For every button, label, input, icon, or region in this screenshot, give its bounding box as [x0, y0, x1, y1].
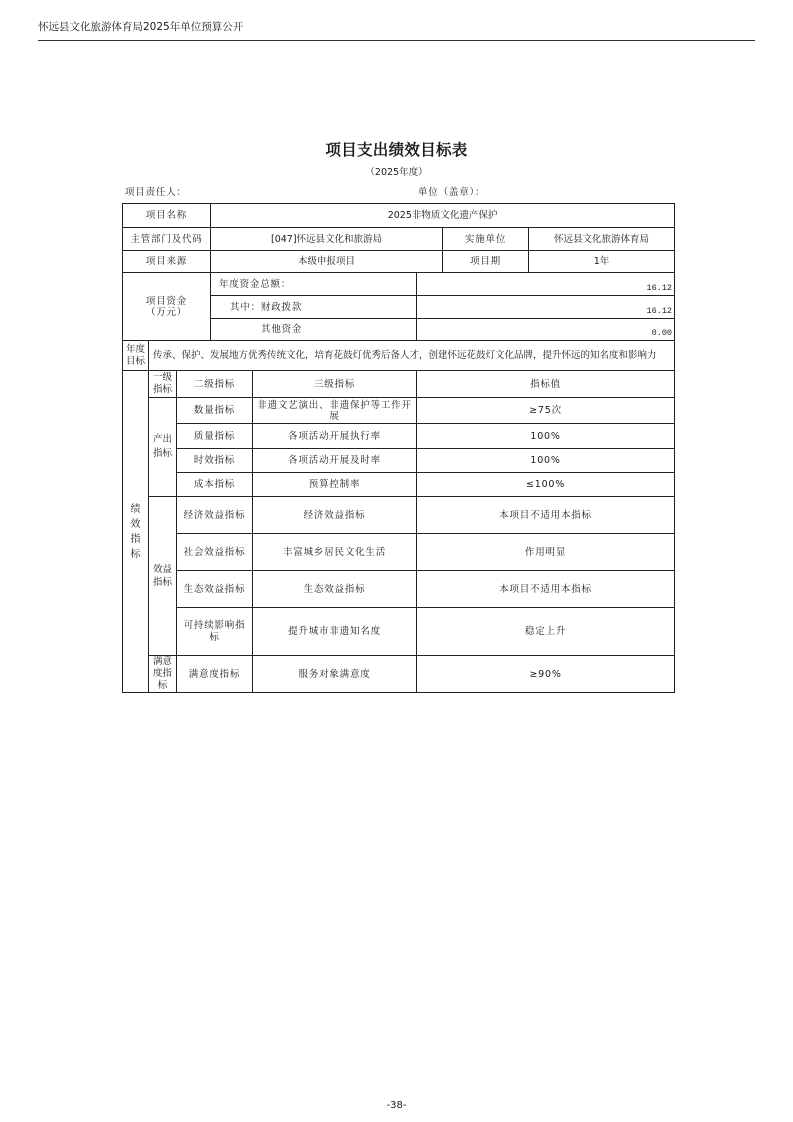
table-row — [123, 534, 675, 571]
project-period-value: 1年 — [529, 251, 675, 273]
implementing-unit-value: 怀远县文化旅游体育局 — [529, 228, 675, 251]
level2-cell-text: 可持续影响指标 — [183, 619, 246, 643]
page-header-title: 怀远县文化旅游体育局2025年单位预算公开 — [38, 21, 244, 33]
project-name-value: 2025非物质文化遗产保护 — [211, 204, 675, 228]
level1-header-text: 一级指标 — [152, 372, 172, 395]
level1-header — [149, 371, 177, 398]
level2-cell: 时效指标 — [177, 449, 253, 473]
indicator-value-cell: 稳定上升 — [417, 608, 675, 656]
table-row — [123, 424, 675, 449]
funds-total-label: 年度资金总额： — [211, 273, 417, 296]
table-row — [123, 449, 675, 473]
header-divider — [38, 40, 755, 41]
indicator-value-cell: ≥75次 — [417, 398, 675, 424]
satisfaction-indicators-group-text: 满意度指标 — [152, 656, 172, 691]
page-number: -38- — [386, 1100, 407, 1111]
indicator-value-cell: 100% — [417, 424, 675, 449]
project-funds-unit-text: （万元） — [145, 306, 188, 318]
level2-cell — [177, 608, 253, 656]
performance-indicators-label — [123, 371, 149, 693]
level2-cell: 满意度指标 — [177, 656, 253, 693]
table-row-funds-total — [123, 273, 675, 296]
project-period-label: 项目期 — [443, 251, 529, 273]
funds-fiscal-label: 其中：财政拨款 — [211, 296, 417, 319]
table-row — [123, 608, 675, 656]
level2-cell: 生态效益指标 — [177, 571, 253, 608]
indicator-value-header: 指标值 — [417, 371, 675, 398]
level3-cell: 经济效益指标 — [253, 497, 417, 534]
table-row-project-name — [123, 204, 675, 228]
indicator-value-cell: ≤100% — [417, 473, 675, 497]
document-title: 项目支出绩效目标表 — [325, 141, 468, 159]
unit-seal-label: 单位（盖章）： — [418, 187, 486, 198]
level2-cell: 数量指标 — [177, 398, 253, 424]
level3-header: 三级指标 — [253, 371, 417, 398]
funds-total-value: 16.12 — [417, 273, 675, 296]
project-funds-label — [123, 273, 211, 341]
output-indicators-group-text: 产出指标 — [152, 434, 172, 459]
indicator-value-cell: ≥90% — [417, 656, 675, 693]
project-funds-label-text: 项目资金 — [145, 295, 188, 307]
level2-header: 二级指标 — [177, 371, 253, 398]
funds-other-value: 0.00 — [417, 319, 675, 341]
table-row-department — [123, 228, 675, 251]
level2-cell: 质量指标 — [177, 424, 253, 449]
department-label: 主管部门及代码 — [123, 228, 211, 251]
funds-fiscal-value: 16.12 — [417, 296, 675, 319]
responsible-person-label: 项目责任人： — [125, 187, 187, 198]
level2-cell: 经济效益指标 — [177, 497, 253, 534]
benefit-indicators-group — [149, 497, 177, 656]
annual-goal-label-text: 年度目标 — [125, 343, 145, 367]
indicator-value-cell: 本项目不适用本指标 — [417, 497, 675, 534]
table-row-source — [123, 251, 675, 273]
level3-cell: 丰富城乡居民文化生活 — [253, 534, 417, 571]
performance-target-table — [122, 203, 675, 693]
output-indicators-group — [149, 398, 177, 497]
table-row — [123, 473, 675, 497]
project-source-value: 本级申报项目 — [211, 251, 443, 273]
level3-cell: 预算控制率 — [253, 473, 417, 497]
satisfaction-indicators-group — [149, 656, 177, 693]
level3-cell: 生态效益指标 — [253, 571, 417, 608]
implementing-unit-label: 实施单位 — [443, 228, 529, 251]
level3-cell: 服务对象满意度 — [253, 656, 417, 693]
table-row — [123, 571, 675, 608]
table-row — [123, 398, 675, 424]
indicator-value-cell: 作用明显 — [417, 534, 675, 571]
benefit-indicators-group-text: 效益指标 — [152, 564, 172, 588]
table-row-annual-goal — [123, 341, 675, 371]
department-value: [047]怀远县文化和旅游局 — [211, 228, 443, 251]
level2-cell: 成本指标 — [177, 473, 253, 497]
table-row — [123, 656, 675, 693]
annual-goal-label — [123, 341, 149, 371]
level3-cell — [253, 398, 417, 424]
level3-cell: 各项活动开展及时率 — [253, 449, 417, 473]
level3-cell: 提升城市非遗知名度 — [253, 608, 417, 656]
indicator-value-cell: 本项目不适用本指标 — [417, 571, 675, 608]
project-name-label: 项目名称 — [123, 204, 211, 228]
document-subtitle: （2025年度） — [365, 167, 428, 178]
performance-indicators-label-text: 绩效指标 — [130, 503, 141, 560]
funds-other-label: 其他资金 — [211, 319, 417, 341]
level3-cell-text: 非遗文艺演出、非遗保护等工作开展 — [257, 399, 412, 422]
table-row-indicator-header — [123, 371, 675, 398]
indicator-value-cell: 100% — [417, 449, 675, 473]
project-source-label: 项目来源 — [123, 251, 211, 273]
annual-goal-text: 传承、保护、发展地方优秀传统文化，培育花鼓灯优秀后备人才，创建怀远花鼓灯文化品牌，提升怀远的知名度和影响力 — [149, 341, 675, 371]
level3-cell: 各项活动开展执行率 — [253, 424, 417, 449]
table-row — [123, 497, 675, 534]
level2-cell: 社会效益指标 — [177, 534, 253, 571]
